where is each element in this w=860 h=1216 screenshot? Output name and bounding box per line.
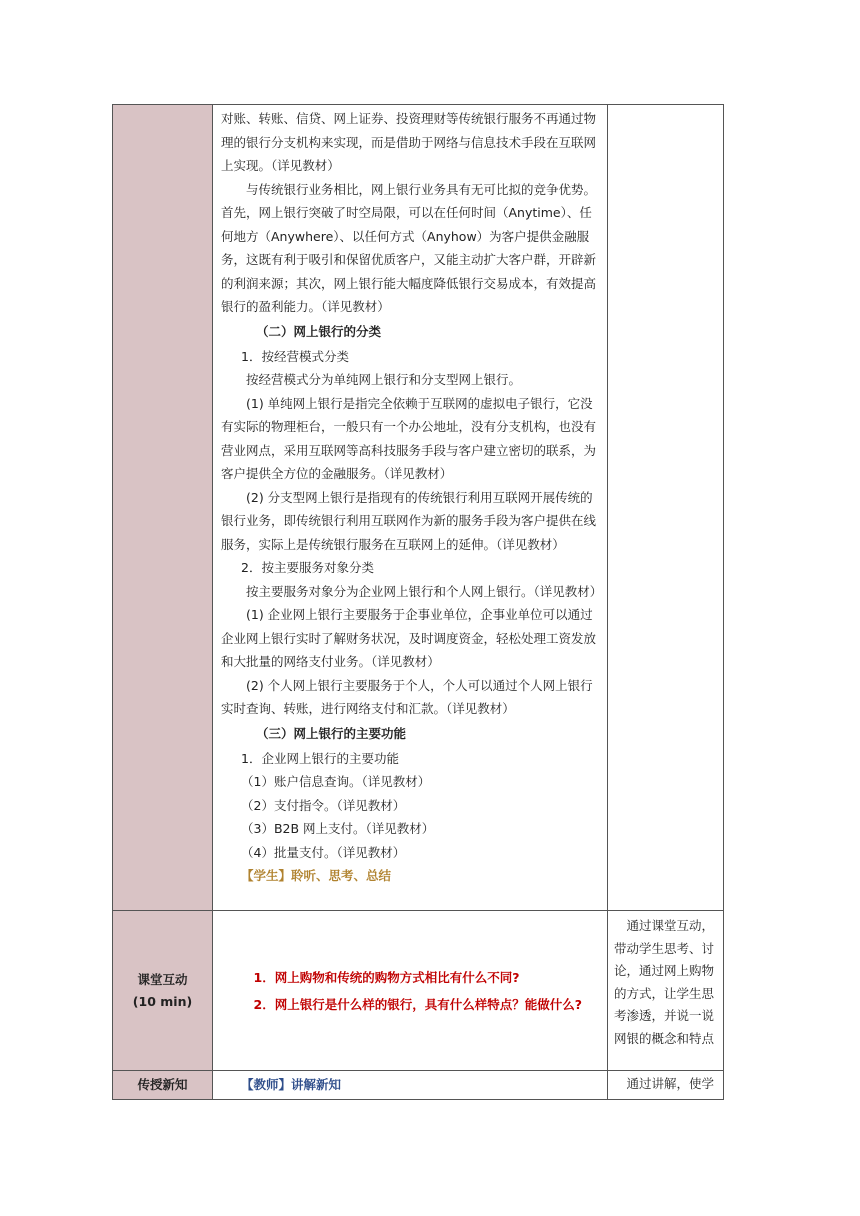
list-item: (2) 个人网上银行主要服务于个人，个人可以通过个人网上银行实时查询、转账，进行网络支付和汇款。（详见教材） bbox=[221, 677, 593, 716]
list-item: （3）B2B 网上支付。（详见教材） bbox=[241, 821, 435, 836]
note-text: 通过讲解，使学 bbox=[626, 1076, 715, 1091]
paragraph: 对账、转账、信贷、网上证券、投资理财等传统银行服务不再通过物理的银行分支机构来实现，而是借助于网络与信息技术手段在互联网上实现。（详见教材） bbox=[221, 111, 597, 173]
list-item: (2) 分支型网上银行是指现有的传统银行利用互联网开展传统的银行业务，即传统银行利用互联网作为新的服务手段为客户提供在线服务，实际上是传统银行服务在互联网上的延伸。（详见教材） bbox=[221, 489, 597, 552]
content-cell bbox=[213, 911, 608, 1071]
list-item: （1）账户信息查询。（详见教材） bbox=[241, 774, 431, 789]
subsection-title: 1．企业网上银行的主要功能 bbox=[241, 750, 399, 766]
table-row bbox=[113, 1071, 724, 1100]
lesson-plan-table bbox=[112, 104, 724, 1100]
row-label-empty bbox=[113, 105, 213, 911]
note-text: 通过课堂互动，带动学生思考、讨论，通过网上购物的方式，让学生思考渗透，并说一说网银的概念和特点 bbox=[614, 918, 715, 1046]
content-cell bbox=[213, 105, 608, 911]
label-line: 课堂互动 bbox=[137, 971, 188, 987]
student-activity: 【学生】聆听、思考、总结 bbox=[241, 868, 392, 883]
subsection-title: 1．按经营模式分类 bbox=[241, 348, 349, 364]
question: 1．网上购物和传统的购物方式相比有什么不同? bbox=[253, 969, 520, 985]
label-line: (10 min) bbox=[132, 993, 193, 1009]
list-item: （2）支付指令。（详见教材） bbox=[241, 797, 406, 813]
note-cell-empty bbox=[608, 105, 724, 911]
section-heading: （二）网上银行的分类 bbox=[256, 323, 382, 339]
teacher-activity: 【教师】讲解新知 bbox=[241, 1077, 342, 1092]
paragraph: 按经营模式分为单纯网上银行和分支型网上银行。 bbox=[246, 372, 522, 387]
question: 2．网上银行是什么样的银行，具有什么样特点？能做什么? bbox=[253, 996, 582, 1012]
row-label-teach bbox=[113, 1071, 213, 1100]
paragraph: 与传统银行业务相比，网上银行业务具有无可比拟的竞争优势。首先，网上银行突破了时空局限，可以在任何时间（Anytime）、任何地方（Anywhere）、以任何方式（Anyhow）为客户提供金融服务，这既有利于吸引和保留优质客户，又能主动扩大客户群，开辟新的利润来源；其次，网上银行能大幅度降低银行交易成本，有效提高银行的盈利能力。（详见教材） bbox=[221, 181, 597, 314]
table-row bbox=[113, 911, 724, 1071]
subsection-title: 2．按主要服务对象分类 bbox=[241, 560, 374, 575]
content-cell bbox=[213, 1071, 608, 1100]
section-heading: （三）网上银行的主要功能 bbox=[256, 725, 407, 741]
list-item: (1) 企业网上银行主要服务于企事业单位，企事业单位可以通过企业网上银行实时了解财务状况，及时调度资金，轻松处理工资发放和大批量的网络支付业务。（详见教材） bbox=[221, 607, 597, 669]
list-item: (1) 单纯网上银行是指完全依赖于互联网的虚拟电子银行，它没有实际的物理柜台，一般只有一个办公地址，没有分支机构，也没有营业网点，采用互联网等高科技服务手段与客户建立密切的联系，为客户提供全方位的金融服务。（详见教材） bbox=[221, 395, 597, 481]
note-cell bbox=[608, 911, 724, 1071]
label-line: 传授新知 bbox=[137, 1076, 188, 1092]
note-cell bbox=[608, 1071, 724, 1100]
list-item: （4）批量支付。（详见教材） bbox=[241, 844, 406, 860]
paragraph: 按主要服务对象分为企业网上银行和个人网上银行。（详见教材） bbox=[246, 583, 603, 599]
row-label-interaction bbox=[113, 911, 213, 1071]
table-row bbox=[113, 105, 724, 911]
